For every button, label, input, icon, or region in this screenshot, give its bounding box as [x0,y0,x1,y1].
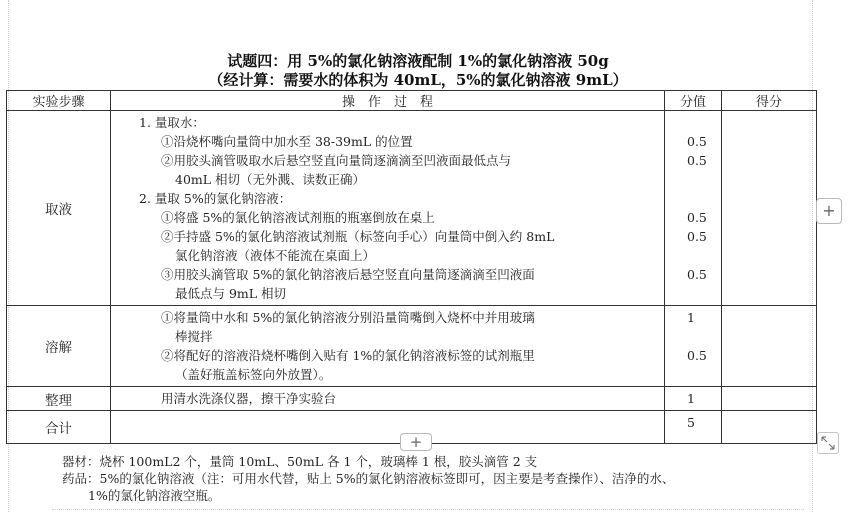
score-value: 0.5 [687,229,707,244]
procedure-table [6,90,817,444]
header-score: 分值 [665,91,722,111]
operation-line: ②手持盛 5%的氯化钠溶液试剂瓶（标签向手心）向量筒中倒入约 8mL [161,229,555,244]
step-cell: 溶解 [7,306,111,387]
table-row [7,387,817,411]
operation-line: 2. 量取 5%的氯化钠溶液： [139,191,292,206]
total-score-value: 5 [687,415,695,430]
table-row [7,111,817,306]
score-value [687,189,721,208]
add-column-button[interactable]: + [816,198,842,224]
document-subtitle: （经计算：需要水的体积为 40mL，5%的氯化钠溶液 9mL） [208,71,628,89]
score-cell [665,387,722,411]
step-cell: 整理 [7,387,111,411]
operation-line: ①将量筒中水和 5%的氯化钠溶液分别沿量筒嘴倒入烧杯中并用玻璃 [161,310,535,325]
score-cell [665,111,722,306]
equipment-line: 器材：烧杯 100mL2 个，量筒 10mL、50mL 各 1 个，玻璃棒 1 根，胶头滴管 2 支 [62,454,538,469]
header-operation: 操 作 过 程 [111,91,665,111]
operation-line: ③用胶头滴管取 5%的氯化钠溶液后悬空竖直向量筒逐滴滴至凹液面 [161,267,535,282]
score-value [687,284,721,303]
operation-line: 氯化钠溶液（液体不能流在桌面上） [175,248,376,263]
score-value [687,170,721,189]
operation-line: ②将配好的溶液沿烧杯嘴倒入贴有 1%的氯化钠溶液标签的试剂瓶里 [161,348,535,363]
reagents-line: 药品：5%的氯化钠溶液（注：可用水代替，贴上 5%的氯化钠溶液标签即可，因主要是考查操作）、洁净的水、 [62,471,675,486]
table-row [7,306,817,387]
score-value: 1 [687,391,695,406]
page-bottom-border [52,509,804,510]
operation-line: 用清水洗涤仪器，擦干净实验台 [161,391,337,406]
operation-cell [111,411,665,444]
operation-line: （盖好瓶盖标签向外放置）。 [175,367,332,382]
operation-cell [111,387,665,411]
operation-line: ①沿烧杯嘴向量筒中加水至 38-39mL 的位置 [161,134,413,149]
add-row-button[interactable]: + [400,433,432,451]
earned-score-cell[interactable] [722,111,817,306]
step-cell: 取液 [7,111,111,306]
operation-line: 最低点与 9mL 相切 [175,286,287,301]
materials-notes [62,453,674,504]
operation-line: ①将盛 5%的氯化钠溶液试剂瓶的瓶塞倒放在桌上 [161,210,435,225]
step-cell: 合计 [7,411,111,444]
score-value: 0.5 [687,210,707,225]
operation-line: ②用胶头滴管吸取水后悬空竖直向量筒逐滴滴至凹液面最低点与 [161,153,512,168]
operation-line: 1. 量取水： [139,115,205,130]
score-value [687,113,721,132]
operation-line: 40mL 相切（无外溅、读数正确） [175,172,366,187]
document-title: 试题四：用 5%的氯化钠溶液配制 1%的氯化钠溶液 50g [227,52,609,70]
earned-score-cell[interactable] [722,411,817,444]
score-value: 0.5 [687,153,707,168]
score-cell [665,306,722,387]
score-value: 0.5 [687,134,707,149]
score-value: 0.5 [687,348,707,363]
header-step: 实验步骤 [7,91,111,111]
expand-arrows-icon[interactable] [817,432,839,454]
operation-cell [111,306,665,387]
operation-line: 棒搅拌 [175,329,213,344]
score-value [687,365,721,384]
reagents-line-continued: 1%的氯化钠溶液空瓶。 [88,488,221,503]
table-header-row [7,91,817,111]
header-earned: 得分 [722,91,817,111]
score-value [687,327,721,346]
score-cell [665,411,722,444]
score-value: 0.5 [687,267,707,282]
score-value: 1 [687,310,695,325]
score-value [687,246,721,265]
earned-score-cell[interactable] [722,387,817,411]
earned-score-cell[interactable] [722,306,817,387]
operation-cell [111,111,665,306]
